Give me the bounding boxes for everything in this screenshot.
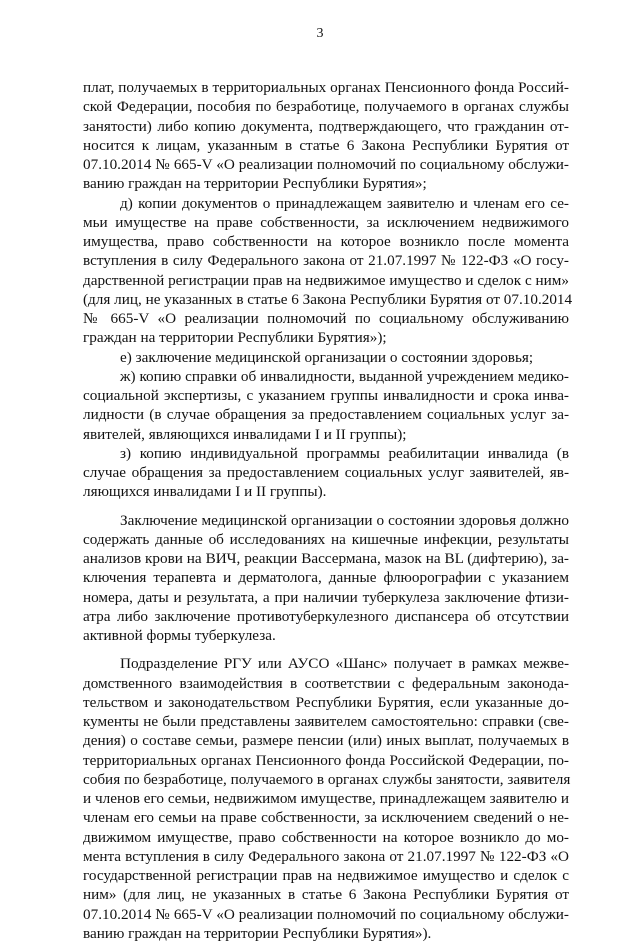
paragraph-6-line: ключения терапевта и дерматолога, данные флюорографии с указанием <box>83 569 569 587</box>
paragraph-6-line: атра либо заключение противотуберкулезного диспансера об отсутствии <box>83 607 569 625</box>
paragraph-7-line: ним» (для лиц, не указанных в статье 6 Закона Республики Бурятия от <box>83 886 569 904</box>
paragraph-6-line: анализов крови на ВИЧ, реакции Вассермана, мазок на BL (дифтерию), за- <box>83 550 569 567</box>
paragraph-1-line: ванию граждан на территории Республики Бурятия»; <box>83 175 427 193</box>
paragraph-2-line: имущества, право собственности на которое возникло после момента <box>83 233 569 250</box>
paragraph-7-line: собия по безработице, получаемого в органах службы занятости, заявителя <box>83 770 571 788</box>
paragraph-1-line: занятости) либо копию документа, подтверждающего, что гражданин от- <box>83 117 569 135</box>
paragraph-7-line: государственной регистрации прав на недвижимое имущество и сделок с <box>83 867 569 884</box>
paragraph-6-line: активной формы туберкулеза. <box>83 627 276 644</box>
paragraph-7-line: домственного взаимодействия в соответствии с федеральным законода- <box>83 674 569 692</box>
paragraph-7-line: Подразделение РГУ или АУСО «Шанс» получает в рамках межве- <box>120 655 569 673</box>
paragraph-7-line: ванию граждан на территории Республики Бурятия»). <box>83 924 432 942</box>
paragraph-4-line: явителей, являющихся инвалидами I и II группы); <box>83 425 407 443</box>
paragraph-7-line: дения) о составе семьи, размере пенсии (или) иных выплат, получаемых в <box>83 732 569 750</box>
paragraph-2-line: мьи имуществе на праве собственности, за исключением недвижимого <box>83 213 569 231</box>
paragraph-1-line: носится к лицам, указанным в статье 6 Закона Республики Бурятия от <box>83 136 569 154</box>
paragraph-7-line: и членов его семьи, недвижимом имуществе, принадлежащем заявителю и <box>83 790 569 807</box>
paragraph-5-line: з) копию индивидуальной программы реабилитации инвалида (в <box>120 444 569 462</box>
paragraph-1-line: ской Федерации, пособия по безработице, получаемого в органах службы <box>83 98 569 116</box>
page-number: 3 <box>316 26 324 41</box>
paragraph-2-line: дарственной регистрации прав на недвижимое имущество и сделок с ним» <box>83 271 569 289</box>
paragraph-4-line: ж) копию справки об инвалидности, выданной учреждением медико- <box>120 367 569 385</box>
paragraph-7-line: территориальных органах Пенсионного фонда Российской Федерации, по- <box>83 751 569 769</box>
paragraph-4-line: социальной экспертизы, с указанием группы инвалидности и срока инва- <box>83 387 569 404</box>
paragraph-3-line: е) заключение медицинской организации о состоянии здоровья; <box>120 348 534 366</box>
paragraph-2-line: граждан на территории Республики Бурятия»); <box>83 329 387 347</box>
paragraph-6-line: Заключение медицинской организации о состоянии здоровья должно <box>120 511 569 529</box>
document-body <box>83 78 573 943</box>
paragraph-6-line: номера, даты и результата, а при наличии туберкулеза заключение фтизи- <box>83 588 569 606</box>
paragraph-6-line: содержать данные об исследованиях на кишечные инфекции, результаты <box>83 530 569 548</box>
paragraph-7-line: кументы не были представлены заявителем самостоятельно: справки (све- <box>83 713 569 730</box>
paragraph-2-line: вступления в силу Федерального закона от 21.07.1997 № 122-ФЗ «О госу- <box>83 252 569 270</box>
paragraph-7-line: 07.10.2014 № 665-V «О реализации полномочий по социальному обслужи- <box>83 905 569 923</box>
paragraph-2-line: (для лиц, не указанных в статье 6 Закона Республики Бурятия от 07.10.2014 <box>83 290 573 308</box>
paragraph-7-line: членам его семьи на праве собственности, за исключением сведений о не- <box>83 809 569 827</box>
paragraph-2-line: № 665-V «О реализации полномочий по социальному обслуживанию <box>83 310 569 327</box>
paragraph-7-line: тельством и законодательством Республики Бурятия, если указанные до- <box>83 693 569 711</box>
paragraph-1-line: плат, получаемых в территориальных органах Пенсионного фонда Россий- <box>83 79 569 96</box>
paragraph-5-line: ляющихся инвалидами I и II группы). <box>83 483 327 501</box>
paragraph-7-line: мента вступления в силу Федерального закона от 21.07.1997 № 122-ФЗ «О <box>83 847 569 865</box>
paragraph-5-line: случае обращения за предоставлением социальных услуг заявителей, яв- <box>83 464 569 481</box>
paragraph-1-line: 07.10.2014 № 665-V «О реализации полномочий по социальному обслужи- <box>83 156 569 173</box>
paragraph-7-line: движимом имуществе, право собственности на которое возникло до мо- <box>83 828 569 846</box>
paragraph-2-line: д) копии документов о принадлежащем заявителю и членам его се- <box>120 194 569 212</box>
paragraph-4-line: лидности (в случае обращения за предоставлением социальных услуг за- <box>83 406 569 424</box>
